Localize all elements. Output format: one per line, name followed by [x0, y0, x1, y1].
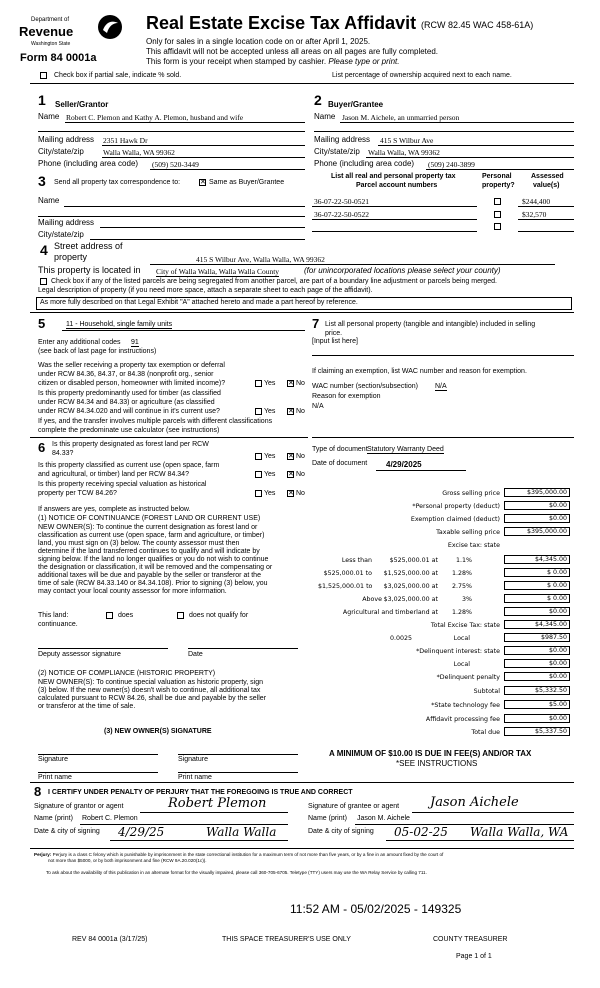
- tier-from: Less than: [341, 557, 372, 564]
- tax-row-value[interactable]: $395,000.00: [504, 488, 570, 497]
- tier-rate: 2.75%: [451, 583, 472, 590]
- seller-city-label: City/state/zip: [38, 147, 84, 156]
- perjury-notice: [34, 852, 443, 857]
- tax-row-label: Subtotal: [473, 688, 500, 695]
- notice-line: calculated pursuant to RCW 84.26, shall be due and payable by the seller: [38, 695, 267, 702]
- notice-line: or transferor at the time of sale.: [38, 703, 136, 710]
- buyer-name-field[interactable]: Jason M. Aichele, an unmarried person: [342, 113, 460, 122]
- legal-description-field[interactable]: As more fully described on that Legal Exhibit "A" attached hereto and made a part hereof by reference.: [36, 297, 572, 310]
- seller-mail-label: Mailing address: [38, 135, 95, 144]
- perjury-text: Perjury is a class C felony which is punishable by imprisonment in the state correctional institution for a maximum term of not more than five years, or by a fine in an amount fixed by the court of: [52, 852, 444, 857]
- header-line-1: Only for sales in a single location code on or after April 1, 2025.: [146, 37, 371, 46]
- form-number: Form 84 0001a: [20, 52, 97, 64]
- tax-row-label: Excise tax: state: [447, 542, 500, 549]
- new-owner-signature-heading: (3) NEW OWNER(S) SIGNATURE: [104, 728, 212, 735]
- no-checkbox[interactable]: ✕: [288, 408, 294, 415]
- street-label-1: Street address of: [54, 241, 123, 251]
- logo-dept-text: Department of: [31, 17, 70, 23]
- notice-2-title: (2) NOTICE OF COMPLIANCE (HISTORIC PROPERTY): [38, 670, 216, 677]
- legal-description-label: Legal description of property (if you need more space, attach a separate sheet to each page of the affidavit).: [38, 287, 373, 294]
- field-line: [178, 772, 298, 773]
- notice-line: land, you must sign on (3) below. The county assessor must then: [38, 540, 240, 547]
- grantee-name-field[interactable]: Jason M. Aichele: [357, 815, 410, 822]
- yes-checkbox[interactable]: [255, 490, 262, 497]
- tier-to: $1,525,000.00 at: [383, 570, 438, 577]
- grantee-signature-label: Signature of grantee or agent: [308, 803, 400, 810]
- grantor-date[interactable]: 4/29/25: [118, 825, 165, 839]
- parcel-number[interactable]: 36-07-22-50-0521: [314, 197, 369, 206]
- located-field[interactable]: City of Walla Walla, Walla Walla County: [156, 267, 280, 276]
- notice-line: additional taxes will be due and payable by the seller or transferor at the: [38, 572, 261, 579]
- tax-row-value[interactable]: $0.00: [504, 501, 570, 510]
- seller-phone-label: Phone (including area code): [38, 159, 139, 168]
- question-text: and agricultural, or timber) land per RCW 84.34?: [38, 471, 189, 478]
- field-line: [312, 206, 477, 207]
- no-checkbox[interactable]: ✕: [288, 490, 294, 497]
- tier-rate: 1.28%: [451, 570, 472, 577]
- tier-from: $1,525,000.01 to: [318, 583, 373, 590]
- assessed-value[interactable]: $32,570: [522, 210, 547, 219]
- field-line: [38, 754, 158, 755]
- field-line: [188, 648, 298, 649]
- no-checkbox[interactable]: ✕: [288, 453, 294, 460]
- yes-checkbox[interactable]: [255, 453, 262, 460]
- parcel-head-3b: property?: [482, 182, 515, 189]
- field-line: [518, 206, 574, 207]
- form-title-ref: (RCW 82.45 WAC 458-61A): [421, 20, 534, 30]
- availability-note: To ask about the availability of this publication in an alternate format for the visually impaired, please call 360-705-6705. Teletype (TTY) users may use the WA Relay Service by calling 711.: [46, 870, 427, 875]
- grantor-signature[interactable]: Robert Plemon: [168, 796, 267, 811]
- no-label: No: [296, 490, 305, 497]
- tier-from: Above: [362, 596, 382, 603]
- notice-line: NEW OWNER(S): To continue the current designation as forest land or: [38, 524, 258, 531]
- same-as-buyer-label: Same as Buyer/Grantee: [209, 179, 285, 186]
- reason-field[interactable]: N/A: [312, 403, 324, 410]
- question-text: Is this property classified as current use (open space, farm: [38, 462, 220, 469]
- yes-label: Yes: [264, 471, 276, 478]
- form-revision: REV 84 0001a (3/17/25): [72, 936, 148, 943]
- notice-line: (3) below. If the new owner(s) doesn't wish to continue, all additional tax: [38, 687, 261, 694]
- no-label: No: [296, 453, 305, 460]
- deputy-date-label: Date: [188, 651, 203, 658]
- tax-row-label: Affidavit processing fee: [425, 716, 500, 723]
- no-label: No: [296, 380, 305, 387]
- tax-row-value[interactable]: $0.00: [504, 659, 570, 668]
- field-line: [110, 840, 288, 841]
- divider: [30, 312, 574, 313]
- divider: [30, 83, 574, 84]
- field-line: [100, 227, 305, 228]
- field-line: [102, 157, 305, 158]
- question-text: under RCW 84.34 and 84.33) or agriculture (as classified: [38, 399, 215, 406]
- field-line: [150, 264, 555, 265]
- tax-row-label: Gross selling price: [442, 490, 500, 497]
- personal-property-checkbox[interactable]: [494, 223, 501, 230]
- tax-row-value[interactable]: $0.00: [504, 514, 570, 523]
- seller-mail-field[interactable]: 2351 Hawk Dr: [103, 136, 148, 145]
- tax-row-label: *Personal property (deduct): [412, 503, 500, 510]
- field-line: [312, 219, 477, 220]
- section-3-number: 3: [38, 173, 46, 189]
- s5-note-1: If yes, and the transfer involves multiple parcels with different classifications: [38, 418, 273, 425]
- continuance-label: continuance.: [38, 621, 78, 628]
- tax-row-label: *Delinquent interest: state: [416, 648, 500, 655]
- personal-property-input[interactable]: [Input list here]: [312, 338, 358, 345]
- grantee-date-label: Date & city of signing: [308, 828, 374, 835]
- assessed-value[interactable]: $244,400: [522, 197, 551, 206]
- street-address-field[interactable]: 415 S Wilbur Ave, Walla Walla, WA 99362: [196, 255, 325, 264]
- notice-line: signing below. If the land no longer qualifies or you do not wish to continue: [38, 556, 269, 563]
- yes-checkbox[interactable]: [255, 471, 262, 478]
- tax-row-value[interactable]: $395,000.00: [504, 527, 570, 536]
- grantee-signature[interactable]: Jason Aichele: [430, 795, 519, 810]
- tax-row-label: Local: [453, 635, 470, 642]
- seller-name-field[interactable]: Robert C. Plemon and Kathy A. Plemon, husband and wife: [66, 113, 244, 122]
- tier-value[interactable]: $ 0.00: [504, 568, 570, 577]
- print-name-label: Print name: [178, 774, 212, 781]
- tax-row-value[interactable]: $0.00: [504, 714, 570, 723]
- s3-city-label: City/state/zip: [38, 230, 84, 239]
- section-6-number: 6: [38, 440, 46, 455]
- question-text: under RCW 84.34.020 and will continue in it's current use?: [38, 408, 220, 415]
- tax-row-label: Taxable selling price: [436, 529, 500, 536]
- tier-value[interactable]: $ 0.00: [504, 594, 570, 603]
- wac-label: WAC number (section/subsection): [312, 383, 418, 390]
- doc-date-label: Date of document: [312, 460, 368, 467]
- s3-name-label: Name: [38, 196, 60, 205]
- buyer-phone-label: Phone (including area code): [314, 159, 415, 168]
- yes-checkbox[interactable]: [255, 408, 262, 415]
- tax-row-value[interactable]: $5,332.50: [504, 686, 570, 695]
- tier-rate: 1.1%: [456, 557, 472, 564]
- street-label-2: property: [54, 252, 88, 262]
- doc-date-field[interactable]: 4/29/2025: [386, 460, 422, 469]
- ownership-note: List percentage of ownership acquired next to each name.: [332, 72, 512, 79]
- tier-to: Agricultural and timberland at: [342, 609, 438, 616]
- buyer-city-label: City/state/zip: [314, 147, 360, 156]
- total-due-value[interactable]: $5,337.50: [504, 727, 570, 736]
- buyer-heading: Buyer/Grantee: [328, 100, 384, 109]
- does-not-label: does not qualify for: [189, 612, 249, 619]
- segregated-checkbox[interactable]: [40, 278, 47, 285]
- notice-line: the designation or classification, it will be removed and the compensating or: [38, 564, 273, 571]
- located-label: This property is located in: [38, 265, 141, 275]
- divider: [30, 782, 574, 783]
- field-line: [38, 216, 305, 217]
- field-line: [376, 470, 466, 471]
- grantor-city[interactable]: Walla Walla: [206, 825, 277, 839]
- tax-row-label: Total due: [471, 729, 500, 736]
- field-line: [38, 648, 168, 649]
- question-text: under RCW 84.36, 84.37, or 84.38 (nonprofit org., senior: [38, 371, 214, 378]
- minimum-due-note: A MINIMUM OF $10.00 IS DUE IN FEE(S) AND/OR TAX: [329, 749, 532, 758]
- field-line: [150, 169, 305, 170]
- grantor-name-label: Name (print): [34, 815, 73, 822]
- field-line: [518, 231, 574, 232]
- seller-city-field[interactable]: Walla Walla, WA 99362: [103, 148, 175, 157]
- see-back-note: (see back of last page for instructions): [38, 348, 157, 355]
- field-line: [102, 145, 305, 146]
- notice-line: may contact your local county assessor for more information.: [38, 588, 227, 595]
- grantor-signature-label: Signature of grantor or agent: [34, 803, 124, 810]
- section-4-number: 4: [40, 242, 48, 258]
- parcel-head-4a: Assessed: [531, 173, 564, 180]
- partial-sale-checkbox[interactable]: [40, 72, 47, 79]
- buyer-city-field[interactable]: Walla Walla, WA 99362: [368, 148, 440, 157]
- field-line: [90, 239, 305, 240]
- grantee-name-label: Name (print): [308, 815, 347, 822]
- does-label: does: [118, 612, 134, 619]
- buyer-mail-field[interactable]: 415 S Wilbur Ave: [380, 136, 434, 145]
- field-line: [312, 437, 574, 438]
- buyer-mail-label: Mailing address: [314, 135, 371, 144]
- logo-state-text: Washington State: [31, 41, 71, 47]
- tier-rate: 1.28%: [451, 609, 472, 616]
- s5-note-2: complete the predominate use calculator (see instructions): [38, 427, 220, 434]
- field-line: [140, 812, 288, 813]
- exemption-label: If claiming an exemption, list WAC number and reason for exemption.: [312, 368, 527, 375]
- notice-line: classification as current use (open space, farm and agriculture, or timber): [38, 532, 265, 539]
- parcel-head-1: List all real and personal property tax: [331, 173, 456, 180]
- yes-label: Yes: [264, 490, 276, 497]
- tax-row-label: Exemption claimed (deduct): [410, 516, 500, 523]
- buyer-name-label: Name: [314, 112, 336, 121]
- no-label: No: [296, 408, 305, 415]
- personal-property-checkbox[interactable]: [494, 211, 501, 218]
- s7-text-2: price.: [325, 330, 343, 337]
- segregated-label: Check box if any of the listed parcels are being segregated from another parcel, are part of a boundary line adjustment or parcels being merged.: [51, 278, 497, 285]
- tax-row-value[interactable]: $4,345.00: [504, 620, 570, 629]
- field-line: [412, 812, 574, 813]
- tier-value[interactable]: $4,345.00: [504, 555, 570, 564]
- new-owner-signature-label: Signature: [178, 756, 208, 763]
- field-line: [366, 157, 574, 158]
- grantor-date-label: Date & city of signing: [34, 828, 100, 835]
- tier-rate: 3%: [462, 596, 472, 603]
- additional-codes-field[interactable]: 91: [131, 339, 139, 346]
- tax-row-value[interactable]: $0.00: [504, 672, 570, 681]
- parcel-head-4b: value(s): [533, 182, 560, 189]
- field-line: [38, 772, 158, 773]
- seller-heading: Seller/Grantor: [55, 100, 109, 109]
- field-line: [312, 231, 477, 232]
- section-7-number: 7: [312, 316, 320, 331]
- print-name-label: Print name: [38, 774, 72, 781]
- section-3-text: Send all property tax correspondence to:: [54, 179, 181, 186]
- tax-row-label: *State technology fee: [431, 702, 500, 709]
- question-text: property per TCW 84.26?: [38, 490, 117, 497]
- field-line: [378, 145, 574, 146]
- if-yes-note: If answers are yes, complete as instructed below.: [38, 506, 191, 513]
- field-line: [314, 131, 574, 132]
- partial-sale-label: Check box if partial sale, indicate % sold.: [54, 72, 182, 79]
- tier-from: $525,000.01 to: [323, 570, 372, 577]
- logo-revenue-text: Revenue: [19, 24, 74, 39]
- section-5-number: 5: [38, 316, 46, 331]
- perjury-text-2: not more than $5000, or by both imprisonment and fine (RCW 9A.20.020(1c)).: [48, 858, 207, 863]
- use-code-field[interactable]: 11 - Household, single family units: [66, 321, 173, 328]
- form-title: Real Estate Excise Tax Affidavit: [146, 13, 417, 33]
- doc-type-label: Type of document: [312, 446, 368, 453]
- tier-to: $525,000.01 at: [389, 557, 438, 564]
- deputy-signature-label: Deputy assessor signature: [38, 651, 121, 658]
- field-line: [62, 330, 305, 331]
- question-text: citizen or disabled person, homeowner with limited income)?: [38, 380, 226, 387]
- tax-row-label: *Delinquent penalty: [436, 674, 500, 681]
- tier-value[interactable]: $0.00: [504, 607, 570, 616]
- grantee-date[interactable]: 05-02-25: [394, 825, 448, 839]
- seller-phone-field[interactable]: (509) 520-3449: [152, 160, 199, 169]
- s7-text-1: List all personal property (tangible and intangible) included in selling: [325, 321, 536, 328]
- certify-statement: I CERTIFY UNDER PENALTY OF PERJURY THAT THE FOREGOING IS TRUE AND CORRECT: [48, 789, 353, 796]
- yes-label: Yes: [264, 453, 276, 460]
- field-line: [65, 122, 305, 123]
- tier-value[interactable]: $ 0.00: [504, 581, 570, 590]
- seller-name-label: Name: [38, 112, 60, 121]
- parcel-number[interactable]: 36-07-22-50-0522: [314, 210, 369, 219]
- revenue-logo-icon: [97, 14, 123, 40]
- divider: [30, 848, 574, 849]
- county-treasurer-label: COUNTY TREASURER: [433, 936, 508, 943]
- question-text: 84.33?: [52, 450, 74, 457]
- tier-to: $3,025,000.00 at: [383, 583, 438, 590]
- field-line: [386, 840, 574, 841]
- section-2-number: 2: [314, 92, 322, 108]
- this-land-label: This land:: [38, 612, 69, 619]
- perjury-label: Perjury:: [34, 852, 52, 857]
- notice-line: NEW OWNER(S): To continue special valuation as historic property, sign: [38, 679, 263, 686]
- page-number: Page 1 of 1: [456, 953, 492, 960]
- yes-label: Yes: [264, 380, 276, 387]
- field-line: [518, 219, 574, 220]
- question-text: Is this property predominantly used for timber (as classified: [38, 390, 221, 397]
- tax-row-value[interactable]: $987.50: [504, 633, 570, 642]
- field-line: [340, 122, 574, 123]
- parcel-head-2: Parcel account numbers: [356, 182, 438, 189]
- no-checkbox[interactable]: ✕: [288, 471, 294, 478]
- personal-property-checkbox[interactable]: [494, 198, 501, 205]
- header-line-3: This form is your receipt when stamped by cashier. Please type or print.: [146, 57, 400, 66]
- field-line: [426, 169, 574, 170]
- divider: [30, 437, 308, 438]
- no-label: No: [296, 471, 305, 478]
- section-8-number: 8: [34, 784, 42, 799]
- see-instructions-note: *SEE INSTRUCTIONS: [396, 759, 478, 768]
- notice-line: time of sale (RCW 84.33.140 or 84.34.108). Prior to signing (3) below, you: [38, 580, 268, 587]
- field-line: [178, 754, 298, 755]
- question-text: Is this property receiving special valuation as historical: [38, 481, 207, 488]
- doc-type-field[interactable]: Statutory Warranty Deed: [367, 446, 444, 453]
- does-checkbox[interactable]: [106, 612, 113, 619]
- new-owner-signature-label: Signature: [38, 756, 68, 763]
- tax-row-label: Local: [453, 661, 470, 668]
- located-note: (for unincorporated locations please select your county): [304, 266, 501, 275]
- no-checkbox[interactable]: ✕: [288, 380, 294, 387]
- field-line: [38, 131, 305, 132]
- notice-1-title: (1) NOTICE OF CONTINUANCE (FOREST LAND OR CURRENT USE): [38, 515, 261, 522]
- additional-codes-label: Enter any additional codes: [38, 339, 121, 346]
- s3-mail-label: Mailing address: [38, 218, 95, 227]
- treasurer-use-note: THIS SPACE TREASURER'S USE ONLY: [222, 936, 351, 943]
- wac-field[interactable]: N/A: [435, 383, 447, 390]
- same-as-buyer-checkbox[interactable]: ✕: [200, 179, 206, 186]
- tax-row-value[interactable]: $5.00: [504, 700, 570, 709]
- question-text: Is this property designated as forest land per RCW: [52, 441, 209, 448]
- tier-to: $3,025,000.00 at: [383, 596, 438, 603]
- yes-label: Yes: [264, 408, 276, 415]
- tax-row-value[interactable]: $0.00: [504, 646, 570, 655]
- section-1-number: 1: [38, 92, 46, 108]
- notice-line: determine if the land transferred continues to qualify and will indicate by: [38, 548, 260, 555]
- tax-row-label: Total Excise Tax: state: [430, 622, 500, 629]
- grantee-city[interactable]: Walla Walla, WA: [470, 825, 569, 839]
- local-rate: 0.0025: [389, 635, 412, 642]
- cashier-stamp: 11:52 AM - 05/02/2025 - 149325: [290, 902, 462, 916]
- buyer-phone-field[interactable]: (509) 240-3899: [428, 160, 475, 169]
- grantor-name-field[interactable]: Robert C. Plemon: [82, 815, 138, 822]
- question-text: Was the seller receiving a property tax exemption or deferral: [38, 362, 225, 369]
- reason-label: Reason for exemption: [312, 393, 381, 400]
- does-not-checkbox[interactable]: [177, 612, 184, 619]
- yes-checkbox[interactable]: [255, 380, 262, 387]
- field-line: [312, 355, 574, 356]
- field-line: [64, 206, 305, 207]
- header-line-2: This affidavit will not be accepted unless all areas on all pages are fully completed.: [146, 47, 439, 56]
- parcel-head-3a: Personal: [482, 173, 512, 180]
